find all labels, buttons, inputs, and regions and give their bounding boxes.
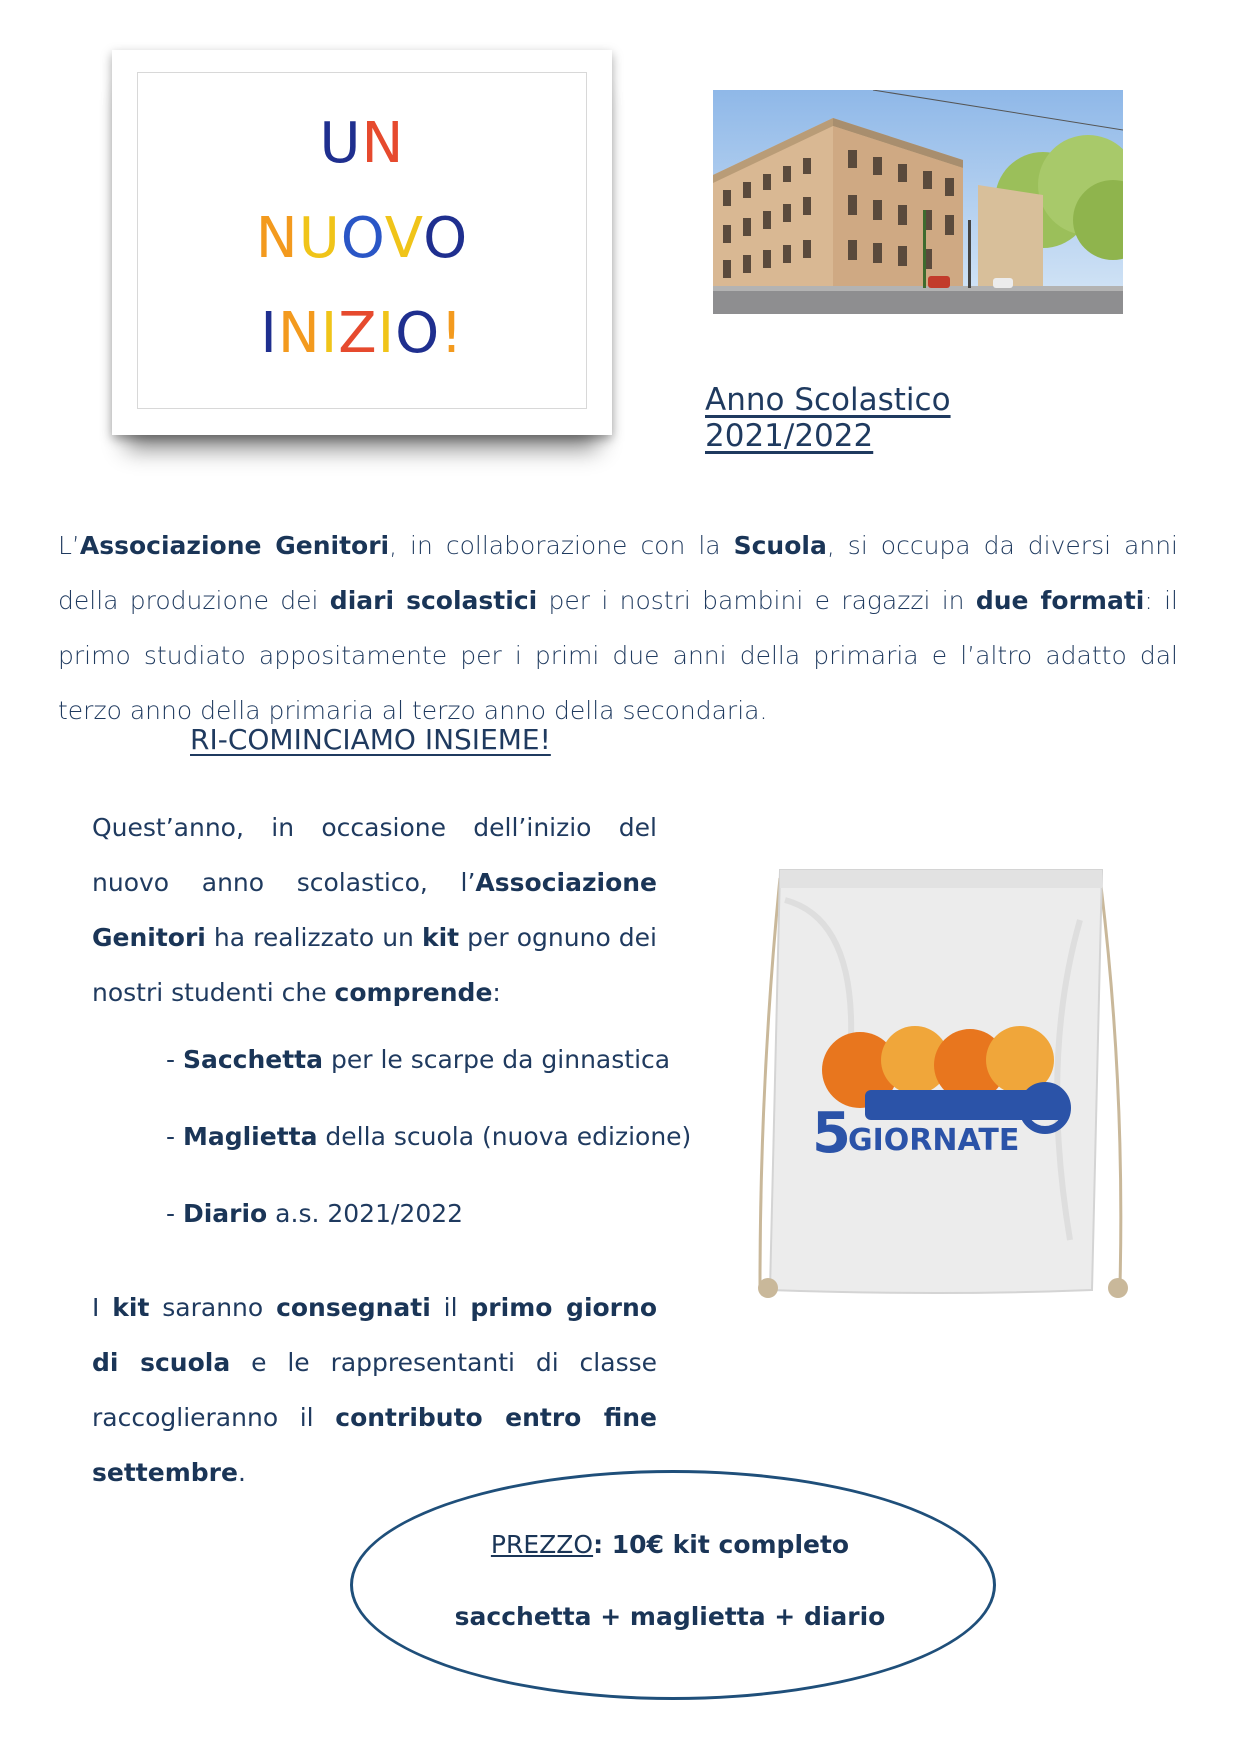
price-value: : 10€ kit completo (593, 1530, 850, 1559)
logo-number: 5 (812, 1101, 851, 1166)
title-letter: ! (440, 301, 464, 366)
text-run: , in collaborazione con la (389, 531, 734, 560)
title-letter: U (319, 111, 362, 176)
bold-text: consegnati (276, 1293, 431, 1322)
bold-text: kit (421, 923, 460, 952)
bold-text: due formati (975, 586, 1145, 615)
item-name: Diario (182, 1199, 268, 1228)
logo-word: GIORNATE (848, 1123, 1020, 1158)
title-letter: U (298, 206, 341, 271)
title-card (112, 50, 612, 435)
title-letter: O (423, 206, 469, 271)
bold-text: Associazione Genitori (92, 868, 657, 952)
item-description: della scuola (nuova edizione) (317, 1122, 692, 1151)
kit-paragraph (92, 800, 657, 1020)
title-letter: I (260, 301, 278, 366)
text-run: ha realizzato un (205, 923, 422, 952)
text-run: saranno (149, 1293, 277, 1322)
item-dash: - (166, 1122, 183, 1151)
text-run: : il primo studiato appositamente per i primi due anni della primaria e l’altro adatto dal terzo anno della primaria al terzo anno della secondaria. (58, 586, 1179, 725)
text-run: , si occupa da diversi anni della produzione dei (58, 531, 1178, 615)
title-letter: Z (338, 301, 378, 366)
bold-text: comprende (334, 978, 493, 1007)
bold-text: Associazione Genitori (79, 531, 390, 560)
price-oval (350, 1470, 996, 1700)
item-name: Maglietta (182, 1122, 318, 1151)
bold-text: primo giorno di scuola (92, 1293, 657, 1377)
text-run: per ognuno dei nostri studenti che (92, 923, 658, 1007)
item-name: Sacchetta (182, 1045, 324, 1074)
price-contents: sacchetta + maglietta + diario (454, 1602, 886, 1631)
intro-paragraph (58, 518, 1178, 738)
item-dash: - (166, 1199, 183, 1228)
title-letter: N (255, 206, 299, 271)
text-run: I (92, 1293, 113, 1322)
text-run: per i nostri bambini e ragazzi in (537, 586, 976, 615)
title-line-1 (138, 111, 586, 176)
title-letter: O (395, 301, 441, 366)
title-letter: I (320, 301, 339, 366)
section-heading: RI-COMINCIAMO INSIEME! (190, 723, 551, 756)
text-run: Quest’anno, in occasione dell’inizio del nuovo anno scolastico, l’ (92, 813, 657, 897)
item-description: a.s. 2021/2022 (267, 1199, 464, 1228)
price-line (350, 1530, 990, 1559)
kit-item-maglietta (166, 1122, 691, 1151)
text-run: . (237, 1458, 246, 1487)
closing-paragraph (92, 1280, 657, 1500)
title-letter: O (340, 206, 385, 271)
school-year-label: Anno Scolastico 2021/2022 (705, 382, 951, 454)
price-label: PREZZO (490, 1530, 594, 1559)
kit-item-diario (166, 1199, 463, 1228)
title-card-frame (137, 72, 587, 409)
item-dash: - (166, 1045, 183, 1074)
title-letter: N (277, 301, 321, 366)
item-description: per le scarpe da ginnastica (323, 1045, 671, 1074)
title-letter: N (361, 111, 405, 176)
bold-text: contributo entro fine settembre (92, 1403, 657, 1487)
title-line-2 (138, 206, 586, 271)
bold-text: Scuola (733, 531, 827, 560)
bold-text: kit (112, 1293, 150, 1322)
title-letter: V (384, 206, 424, 271)
drawstring-bag-image (740, 860, 1140, 1310)
text-run: e le rappresentanti di classe raccoglieranno il (92, 1348, 658, 1432)
text-run: il (430, 1293, 471, 1322)
title-line-3 (138, 301, 586, 366)
kit-item-sacchetta (166, 1045, 670, 1074)
school-building-photo (713, 90, 1123, 314)
text-run: : (492, 978, 501, 1007)
text-run: L’ (58, 531, 80, 560)
title-letter: I (377, 301, 396, 366)
bold-text: diari scolastici (329, 586, 538, 615)
